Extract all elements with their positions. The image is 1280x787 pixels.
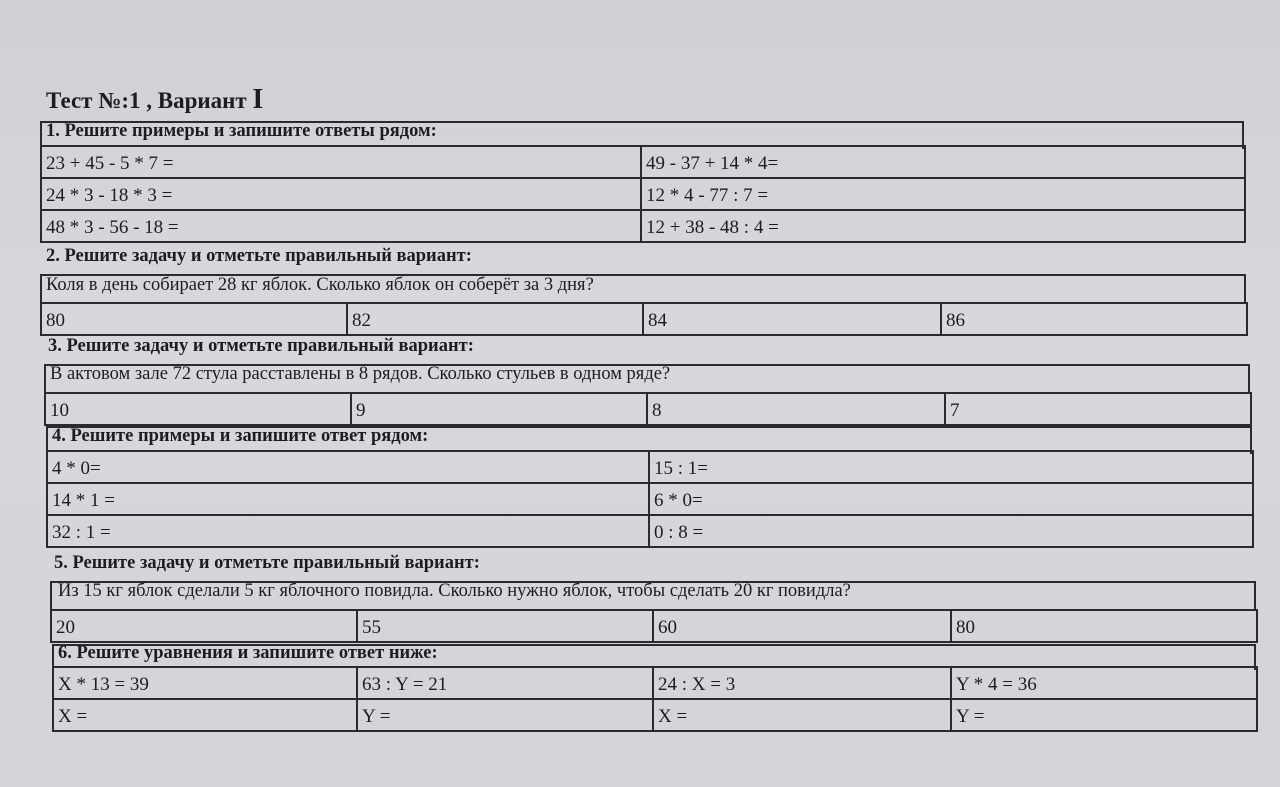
q1-cell[interactable]: 12 * 4 - 77 : 7 = [641, 178, 1245, 210]
table-row [47, 515, 1253, 547]
table-row [47, 451, 1253, 483]
table-row [53, 699, 1257, 731]
q5-problem-text: Из 15 кг яблок сделали 5 кг яблочного повидла. Сколько нужно яблок, чтобы сделать 20 кг повидла? [58, 581, 851, 601]
table-row [41, 210, 1245, 242]
q5-heading: 5. Решите задачу и отметьте правильный вариант: [54, 553, 480, 573]
table-row [47, 483, 1253, 515]
q1-cell[interactable]: 24 * 3 - 18 * 3 = [41, 178, 641, 210]
table-row [53, 667, 1257, 699]
q1-cell[interactable]: 48 * 3 - 56 - 18 = [41, 210, 641, 242]
q5-options-table [50, 609, 1258, 643]
q6-answer-field[interactable]: Y = [357, 699, 653, 731]
q2-option[interactable]: 82 [347, 303, 643, 335]
table-row [41, 303, 1247, 335]
q2-option[interactable]: 80 [41, 303, 347, 335]
q2-options-table [40, 302, 1248, 336]
q2-problem-text: Коля в день собирает 28 кг яблок. Сколько яблок он соберёт за 3 дня? [46, 275, 594, 295]
q3-option[interactable]: 10 [45, 393, 351, 425]
q3-problem-text: В актовом зале 72 стула расставлены в 8 рядов. Сколько стульев в одном ряде? [50, 364, 671, 384]
q1-cell[interactable]: 23 + 45 - 5 * 7 = [41, 146, 641, 178]
test-title [46, 84, 263, 116]
q3-option[interactable]: 7 [945, 393, 1251, 425]
q6-equation: X * 13 = 39 [53, 667, 357, 699]
q6-answer-field[interactable]: X = [53, 699, 357, 731]
q4-cell[interactable]: 0 : 8 = [649, 515, 1253, 547]
table-row [45, 393, 1251, 425]
q1-table [40, 145, 1246, 243]
q4-cell[interactable]: 15 : 1= [649, 451, 1253, 483]
q6-equation: 63 : Y = 21 [357, 667, 653, 699]
table-row [41, 146, 1245, 178]
q6-heading: 6. Решите уравнения и запишите ответ ниже: [58, 643, 438, 663]
q6-equation: Y * 4 = 36 [951, 667, 1257, 699]
table-row [41, 178, 1245, 210]
q6-equation: 24 : X = 3 [653, 667, 951, 699]
q3-option[interactable]: 9 [351, 393, 647, 425]
q1-cell[interactable]: 12 + 38 - 48 : 4 = [641, 210, 1245, 242]
q4-cell[interactable]: 6 * 0= [649, 483, 1253, 515]
q5-option[interactable]: 60 [653, 610, 951, 642]
q3-heading: 3. Решите задачу и отметьте правильный вариант: [48, 336, 474, 356]
table-row [51, 610, 1257, 642]
q2-option[interactable]: 84 [643, 303, 941, 335]
q3-option[interactable]: 8 [647, 393, 945, 425]
title-text: Тест №:1 , Вариант [46, 88, 253, 113]
q5-option[interactable]: 55 [357, 610, 653, 642]
q4-heading: 4. Решите примеры и запишите ответ рядом: [52, 426, 429, 446]
q6-table [52, 666, 1258, 732]
q2-heading: 2. Решите задачу и отметьте правильный вариант: [46, 246, 472, 266]
q4-table [46, 450, 1254, 548]
title-variant-number: I [252, 84, 264, 115]
q6-answer-field[interactable]: X = [653, 699, 951, 731]
q4-cell[interactable]: 14 * 1 = [47, 483, 649, 515]
q4-cell[interactable]: 4 * 0= [47, 451, 649, 483]
q1-cell[interactable]: 49 - 37 + 14 * 4= [641, 146, 1245, 178]
q1-heading: 1. Решите примеры и запишите ответы рядом: [46, 121, 437, 141]
q5-option[interactable]: 80 [951, 610, 1257, 642]
q3-options-table [44, 392, 1252, 426]
q4-cell[interactable]: 32 : 1 = [47, 515, 649, 547]
q2-option[interactable]: 86 [941, 303, 1247, 335]
q6-answer-field[interactable]: Y = [951, 699, 1257, 731]
q5-option[interactable]: 20 [51, 610, 357, 642]
